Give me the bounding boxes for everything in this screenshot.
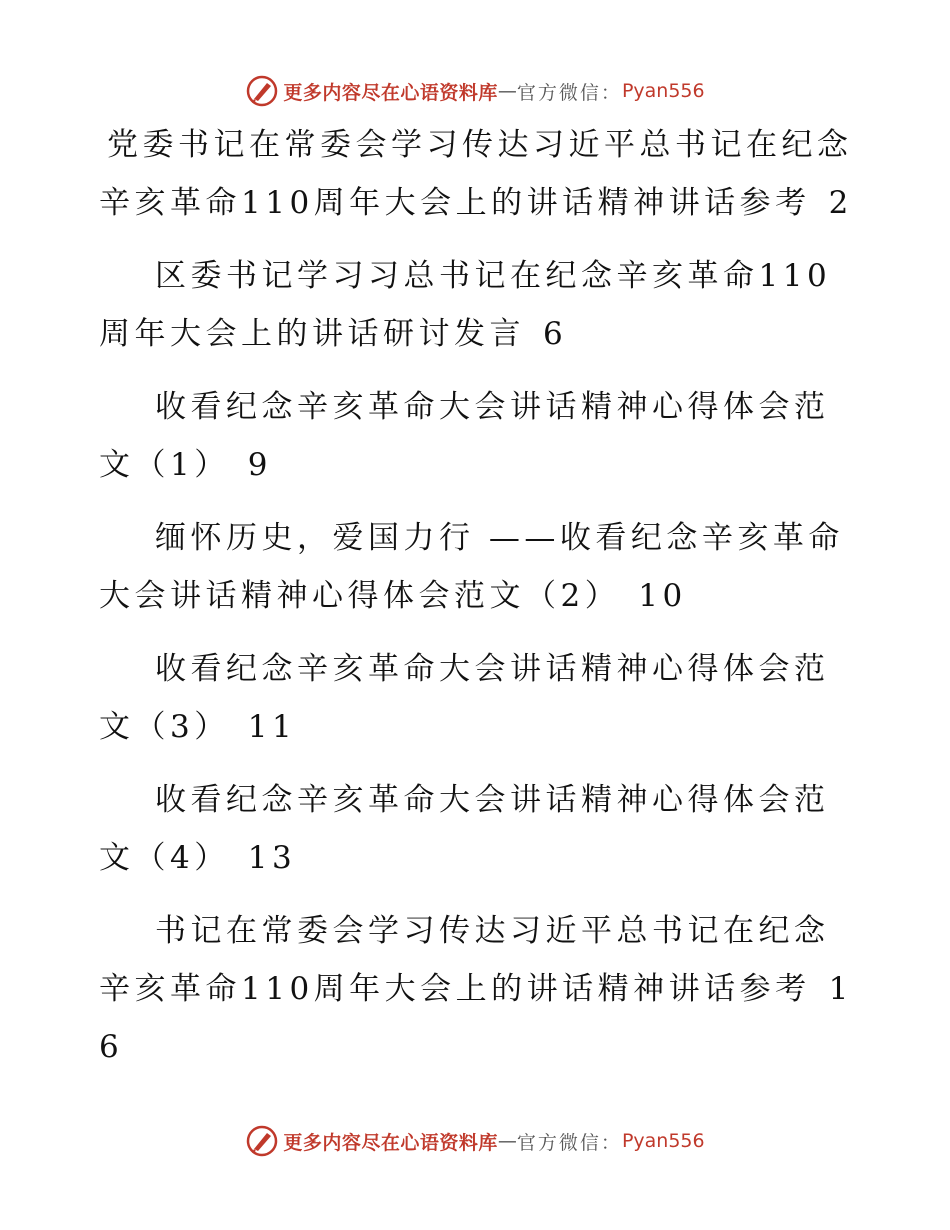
banner-separator: — [497, 80, 517, 102]
banner-wechat-id: Pyan556 [621, 80, 705, 102]
toc-entry-page: 10 [638, 578, 687, 614]
footer-banner [0, 1121, 950, 1161]
toc-entry-7[interactable] [99, 902, 859, 1076]
header-banner [0, 71, 950, 111]
toc-entry-title: 党委书记在常委会学习传达习近平总书记在纪念辛亥革命110周年大会上的讲话精神讲话参考 [99, 127, 853, 221]
toc-entry-title: 区委书记学习习总书记在纪念辛亥革命110周年大会上的讲话研讨发言 [99, 258, 832, 352]
banner-brand: 更多内容尽在心语资料库 [283, 81, 498, 104]
banner-official-label: 官方微信： [516, 81, 622, 104]
toc-entry-page: 9 [247, 447, 272, 483]
toc-entry-page: 11 [247, 709, 297, 745]
toc-entry-page: 6 [543, 316, 568, 352]
toc-entry-4[interactable] [99, 509, 859, 625]
toc-entry-page: 16 [99, 971, 853, 1065]
toc-entry-title: 收看纪念辛亥革命大会讲话精神心得体会范文（4） [99, 782, 830, 876]
toc-entry-page: 13 [247, 840, 297, 876]
banner-brand: 更多内容尽在心语资料库 [283, 1131, 498, 1154]
table-of-contents [99, 116, 859, 1091]
toc-entry-5[interactable] [99, 640, 859, 756]
toc-entry-title: 书记在常委会学习传达习近平总书记在纪念辛亥革命110周年大会上的讲话精神讲话参考 [99, 913, 830, 1007]
pen-circle-icon [245, 1124, 279, 1158]
toc-entry-title: 缅怀历史，爱国力行 ——收看纪念辛亥革命大会讲话精神心得体会范文（2） [99, 520, 844, 614]
toc-entry-6[interactable] [99, 771, 859, 887]
banner-separator: — [497, 1130, 517, 1152]
toc-entry-page: 2 [828, 185, 853, 221]
toc-entry-3[interactable] [99, 378, 859, 494]
toc-entry-title: 收看纪念辛亥革命大会讲话精神心得体会范文（3） [99, 651, 830, 745]
pen-circle-icon [245, 74, 279, 108]
toc-entry-title: 收看纪念辛亥革命大会讲话精神心得体会范文（1） [99, 389, 830, 483]
banner-wechat-id: Pyan556 [621, 1130, 705, 1152]
banner-official-label: 官方微信： [516, 1131, 622, 1154]
toc-entry-2[interactable] [99, 247, 859, 363]
toc-entry-1[interactable] [99, 116, 859, 232]
